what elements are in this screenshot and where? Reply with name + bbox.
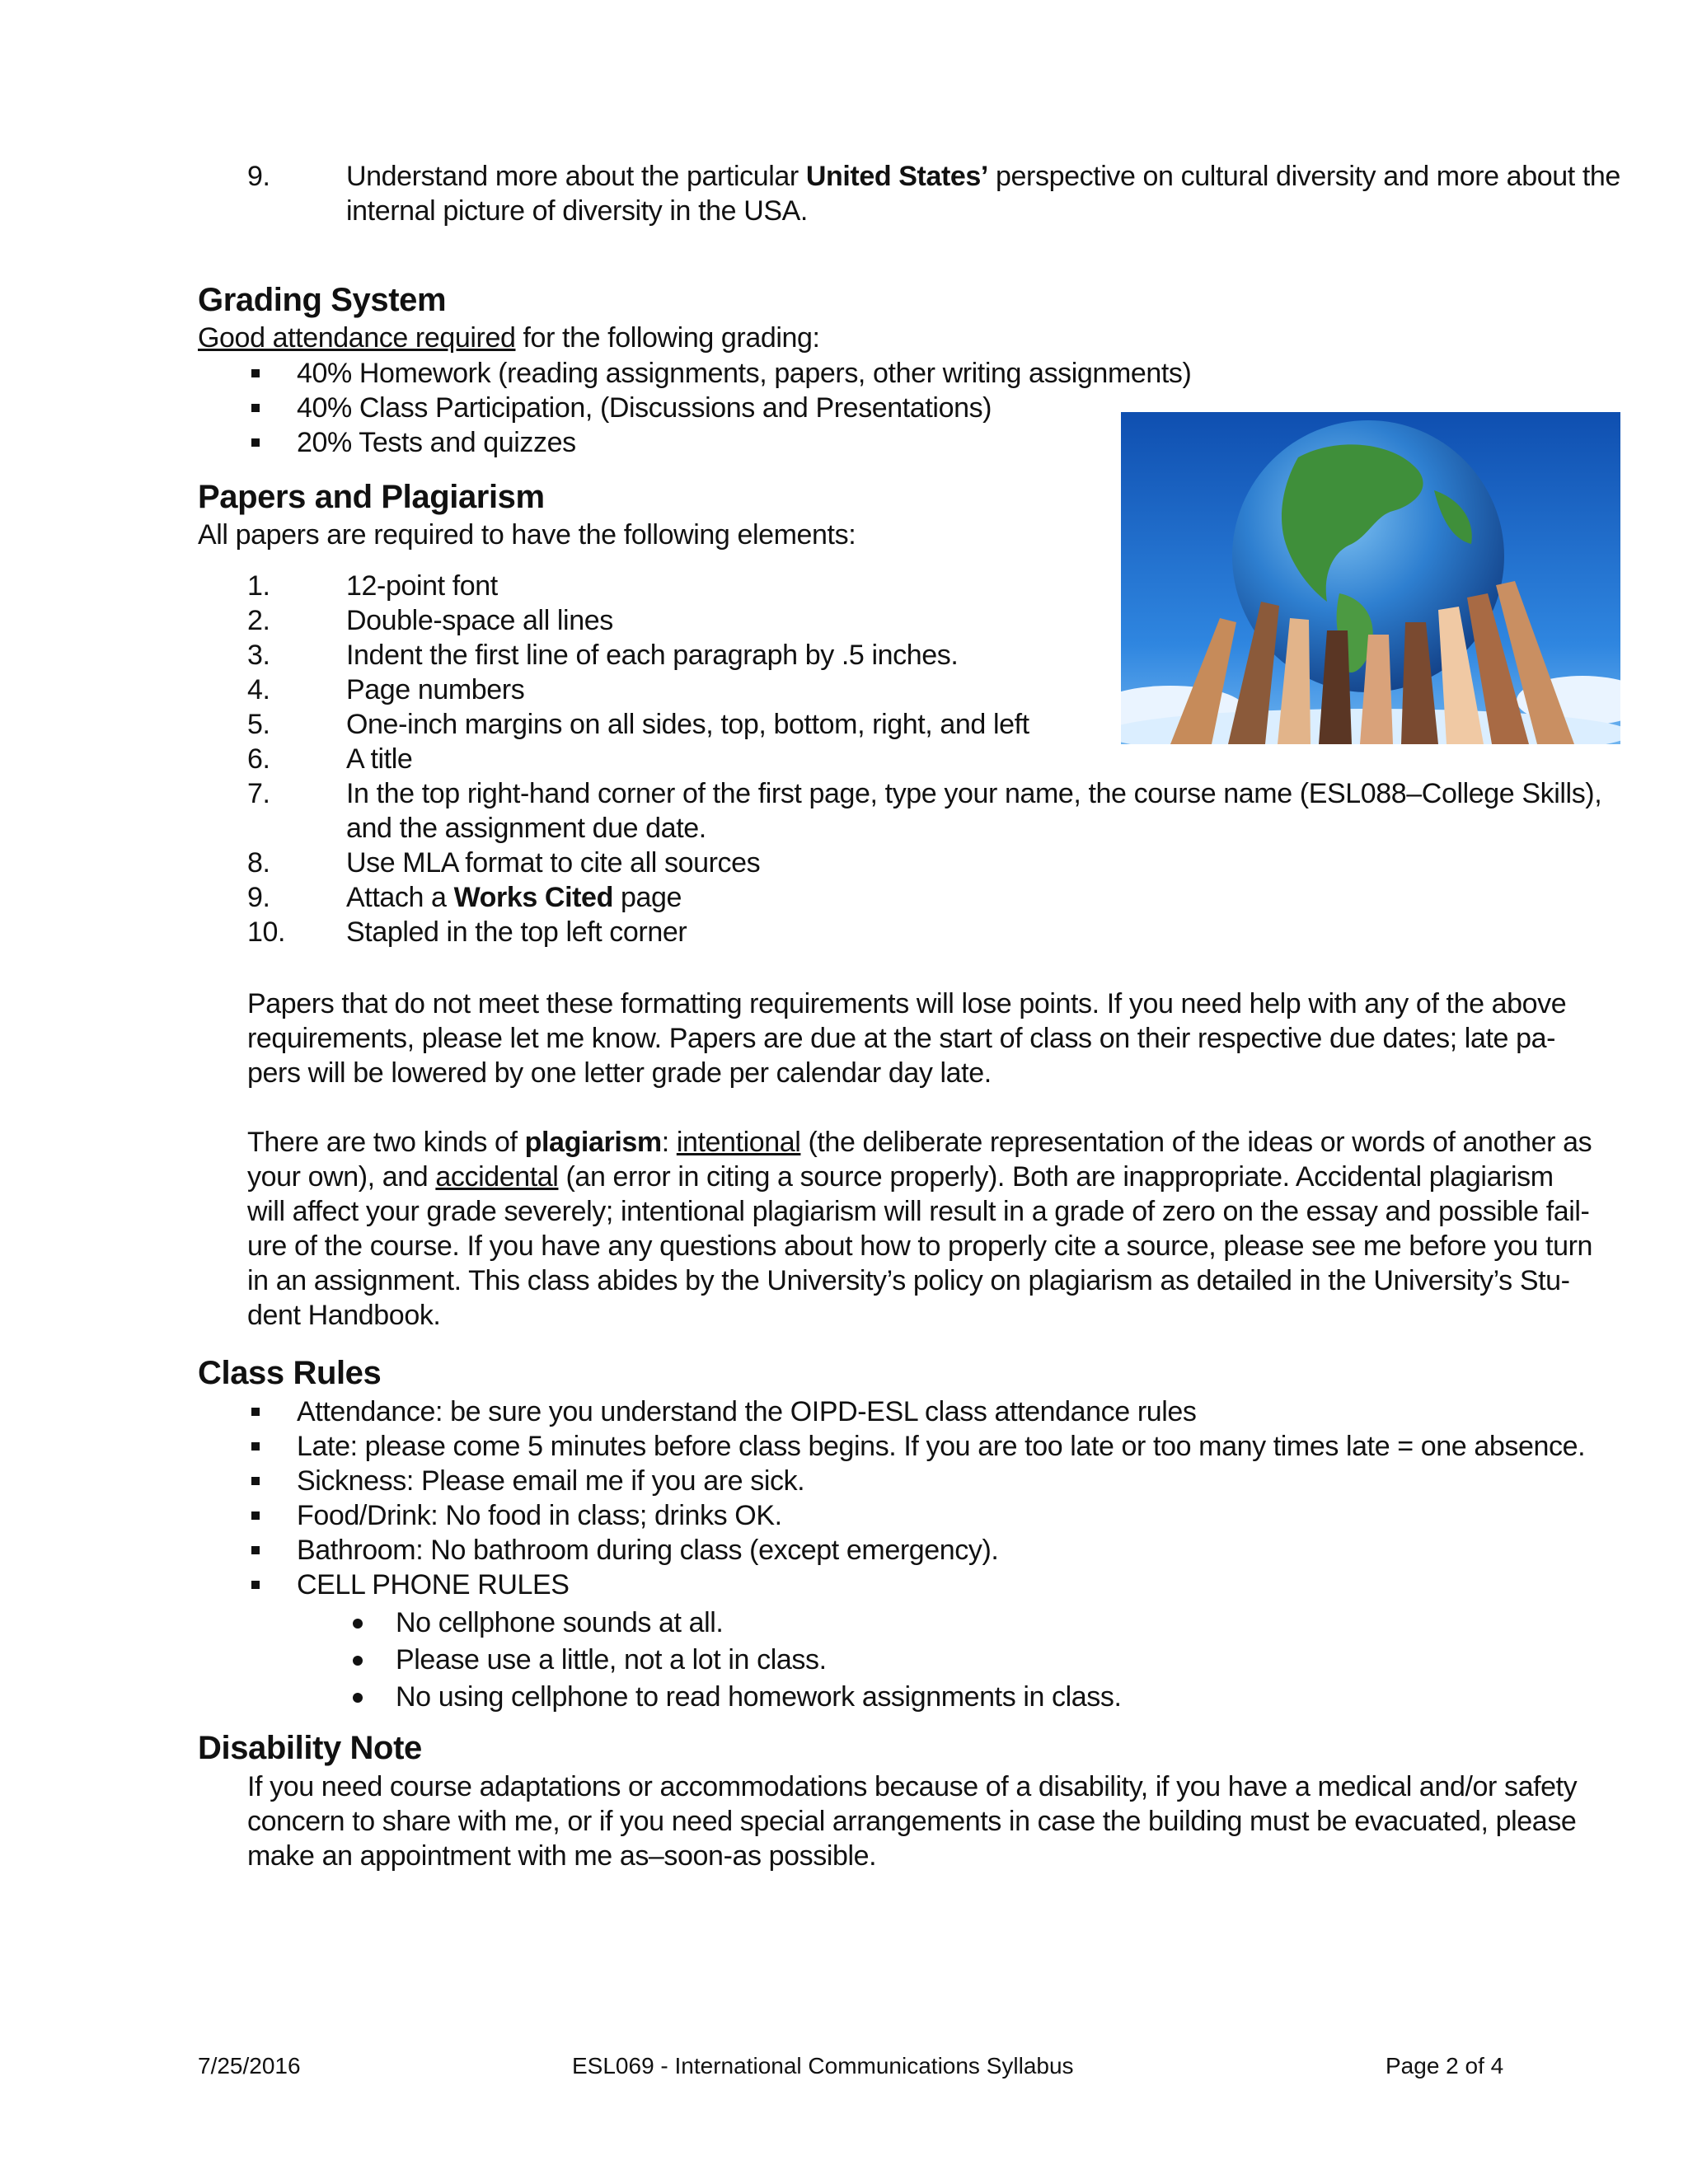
grading-list bbox=[198, 356, 1192, 463]
rule-text: CELL PHONE RULES bbox=[297, 1569, 570, 1601]
footer-date: 7/25/2016 bbox=[198, 2053, 301, 2079]
list-number: 9. bbox=[247, 882, 270, 913]
plagiarism-bold: plagiarism bbox=[524, 1127, 662, 1158]
objective-bold: United States’ bbox=[805, 161, 988, 192]
bullet-square bbox=[251, 1581, 260, 1589]
paragraph-line: make an appointment with me as–soon-as possible. bbox=[247, 1840, 877, 1872]
bullet-dot bbox=[353, 1619, 363, 1629]
objective-text-line2: internal picture of diversity in the USA. bbox=[346, 195, 808, 227]
bullet-dot bbox=[353, 1693, 363, 1703]
papers-heading: Papers and Plagiarism bbox=[198, 479, 545, 515]
list-text: 12-point font bbox=[346, 570, 498, 602]
bullet-square bbox=[251, 1477, 260, 1485]
paragraph-line: will affect your grade severely; intentional plagiarism will result in a grade of zero on the essay and possible fail- bbox=[247, 1196, 1590, 1227]
objective-number: 9. bbox=[247, 161, 270, 192]
objective-text-post: perspective on cultural diversity and more about the bbox=[987, 161, 1620, 192]
list-number: 10. bbox=[247, 916, 286, 948]
list-number: 1. bbox=[247, 570, 270, 602]
grading-item-text: 40% Class Participation, (Discussions and Presentations) bbox=[297, 392, 992, 424]
list-number: 2. bbox=[247, 605, 270, 636]
rule-text: Late: please come 5 minutes before class begins. If you are too late or too many times late = one absence. bbox=[297, 1431, 1586, 1462]
list-text: In the top right-hand corner of the first page, type your name, the course name (ESL088–College Skills), bbox=[346, 778, 1602, 809]
list-text-line2: and the assignment due date. bbox=[346, 813, 706, 844]
footer-title: ESL069 - International Communications Syllabus bbox=[572, 2053, 1074, 2079]
bullet-square bbox=[251, 369, 260, 377]
disability-heading: Disability Note bbox=[198, 1730, 422, 1766]
grading-item-text: 20% Tests and quizzes bbox=[297, 427, 576, 458]
list-text: Double-space all lines bbox=[346, 605, 613, 636]
cellphone-rule-text: Please use a little, not a lot in class. bbox=[396, 1644, 827, 1675]
text-run: There are two kinds of bbox=[247, 1127, 525, 1158]
disability-paragraph bbox=[247, 1769, 1578, 1873]
bullet-square bbox=[251, 1546, 260, 1554]
list-number: 8. bbox=[247, 847, 270, 879]
papers-list bbox=[247, 569, 1648, 956]
rule-text: Food/Drink: No food in class; drinks OK. bbox=[297, 1500, 782, 1531]
list-text: Stapled in the top left corner bbox=[346, 916, 687, 948]
bullet-square bbox=[251, 404, 260, 412]
paragraph-line: If you need course adaptations or accommodations because of a disability, if you have a medical and/or safety bbox=[247, 1771, 1578, 1802]
list-number: 5. bbox=[247, 709, 270, 740]
intentional-underlined: intentional bbox=[676, 1127, 801, 1158]
paragraph-line: concern to share with me, or if you need special arrangements in case the building must be evacuated, please bbox=[247, 1806, 1577, 1837]
bullet-square bbox=[251, 1511, 260, 1520]
bullet-square bbox=[251, 1442, 260, 1451]
text-run: (an error in citing a source properly). Both are inappropriate. Accidental plagiarism bbox=[558, 1161, 1554, 1193]
list-number: 6. bbox=[247, 743, 270, 775]
text-run: your own), and bbox=[247, 1161, 436, 1193]
list-text bbox=[346, 880, 682, 915]
list-number: 3. bbox=[247, 640, 270, 671]
bullet-square bbox=[251, 438, 260, 447]
list-text-pre: Attach a bbox=[346, 882, 454, 913]
works-cited-bold: Works Cited bbox=[453, 882, 613, 913]
paragraph-line bbox=[247, 1160, 1554, 1194]
list-text: A title bbox=[346, 743, 413, 775]
rule-text: Bathroom: No bathroom during class (except emergency). bbox=[297, 1535, 999, 1566]
paragraph-line: dent Handbook. bbox=[247, 1300, 441, 1331]
rules-heading: Class Rules bbox=[198, 1355, 382, 1391]
objective-item-9 bbox=[247, 159, 1648, 233]
footer-page-number: Page 2 of 4 bbox=[1386, 2053, 1504, 2079]
plagiarism-paragraph bbox=[247, 1125, 1593, 1333]
rule-text: Sickness: Please email me if you are sick. bbox=[297, 1465, 805, 1497]
paragraph-line: Papers that do not meet these formatting requirements will lose points. If you need help with any of the above bbox=[247, 988, 1567, 1019]
formatting-paragraph bbox=[247, 987, 1567, 1090]
list-number: 4. bbox=[247, 674, 270, 705]
grading-item-text: 40% Homework (reading assignments, papers, other writing assignments) bbox=[297, 358, 1192, 389]
bullet-square bbox=[251, 1408, 260, 1416]
papers-intro: All papers are required to have the following elements: bbox=[198, 519, 856, 551]
objective-text bbox=[346, 159, 1620, 194]
grading-heading: Grading System bbox=[198, 282, 447, 318]
objective-text-pre: Understand more about the particular bbox=[346, 161, 806, 192]
accidental-underlined: accidental bbox=[435, 1161, 559, 1193]
paragraph-line: pers will be lowered by one letter grade per calendar day late. bbox=[247, 1057, 992, 1089]
cellphone-rule-text: No cellphone sounds at all. bbox=[396, 1607, 724, 1638]
cellphone-rule-text: No using cellphone to read homework assignments in class. bbox=[396, 1681, 1122, 1713]
paragraph-line bbox=[247, 1125, 1592, 1160]
list-text: Page numbers bbox=[346, 674, 525, 705]
grading-intro-underlined: Good attendance required bbox=[198, 322, 516, 354]
list-text: Use MLA format to cite all sources bbox=[346, 847, 761, 879]
grading-intro-rest: for the following grading: bbox=[515, 322, 820, 354]
paragraph-line: in an assignment. This class abides by the University’s policy on plagiarism as detailed in the University’s Stu- bbox=[247, 1265, 1570, 1296]
text-run: (the deliberate representation of the ideas or words of another as bbox=[800, 1127, 1592, 1158]
bullet-dot bbox=[353, 1656, 363, 1666]
list-number: 7. bbox=[247, 778, 270, 809]
grading-intro bbox=[198, 321, 820, 355]
list-text: Indent the first line of each paragraph by .5 inches. bbox=[346, 640, 959, 671]
list-text-post: page bbox=[612, 882, 682, 913]
rules-list bbox=[198, 1394, 1599, 1724]
paragraph-line: requirements, please let me know. Papers are due at the start of class on their respective due dates; late pa- bbox=[247, 1023, 1556, 1054]
text-run: : bbox=[661, 1127, 677, 1158]
list-text: One-inch margins on all sides, top, bottom, right, and left bbox=[346, 709, 1029, 740]
rule-text: Attendance: be sure you understand the OIPD-ESL class attendance rules bbox=[297, 1396, 1197, 1427]
paragraph-line: ure of the course. If you have any questions about how to properly cite a source, please see me before you turn bbox=[247, 1230, 1593, 1262]
